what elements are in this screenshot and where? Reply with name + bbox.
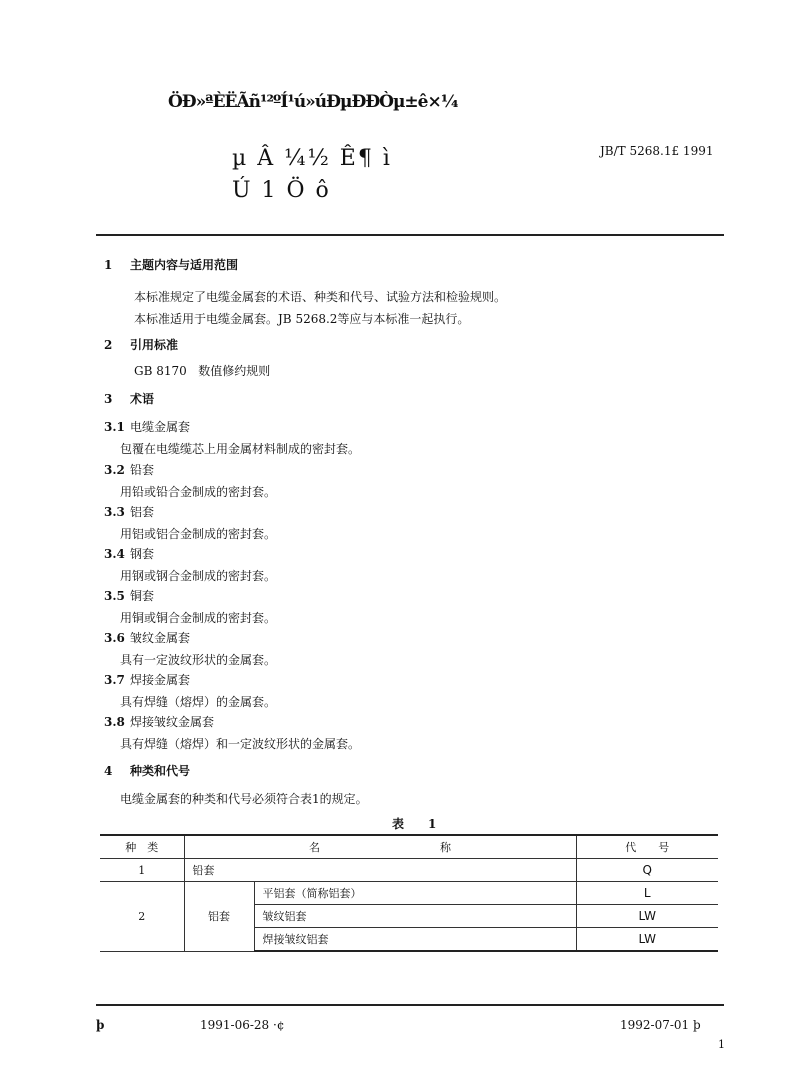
header-code: 代 号	[576, 835, 718, 859]
page-number: 1	[718, 1038, 725, 1051]
document-title-line-1: µ Â ¼½ Ê¶ ì	[232, 146, 392, 171]
term-3-8-def: 具有焊缝（熔焊）和一定波纹形状的金属套。	[120, 737, 361, 751]
section-3-heading: 3 术语	[104, 392, 155, 406]
cell-kind: 1	[100, 859, 184, 882]
cell-code: L	[576, 882, 718, 905]
section-1-heading: 1 主题内容与适用范围	[104, 258, 239, 272]
cell-group: 铝套	[184, 882, 254, 952]
term-3-4: 3.4 钢套	[104, 547, 155, 561]
term-3-6: 3.6 皱纹金属套	[104, 631, 191, 645]
term-3-2-def: 用铅或铅合金制成的密封套。	[120, 485, 277, 499]
table-1	[100, 834, 718, 952]
document-title-line-2: Ú 1 Ö ô	[232, 178, 331, 203]
term-3-3: 3.3 铝套	[104, 505, 155, 519]
term-3-2: 3.2 铅套	[104, 463, 155, 477]
footer-divider	[96, 1004, 724, 1006]
header-name: 名 称	[184, 835, 576, 859]
cell-code: LW	[576, 905, 718, 928]
term-3-6-def: 具有一定波纹形状的金属套。	[120, 653, 277, 667]
term-3-7: 3.7 焊接金属套	[104, 673, 191, 687]
term-3-3-def: 用铝或铝合金制成的密封套。	[120, 527, 277, 541]
term-3-4-def: 用钢或钢合金制成的密封套。	[120, 569, 277, 583]
header-kind: 种 类	[100, 835, 184, 859]
scope-line-2: 本标准适用于电缆金属套。JB 5268.2等应与本标准一起执行。	[134, 312, 470, 326]
term-3-5: 3.5 铜套	[104, 589, 155, 603]
reference-line	[134, 362, 270, 379]
cell-subname: 皱纹铝套	[254, 905, 576, 928]
term-3-7-def: 具有焊缝（熔焊）的金属套。	[120, 695, 277, 709]
table-row	[100, 882, 718, 905]
cell-code: LW	[576, 928, 718, 952]
effective-date: 1992-07-01 þ	[620, 1018, 701, 1032]
header-divider	[96, 234, 724, 236]
table-1-caption: 表 1	[392, 817, 437, 831]
table-header-row	[100, 835, 718, 859]
term-3-1-def: 包覆在电缆缆芯上用金属材料制成的密封套。	[120, 442, 361, 456]
cell-name: 铅套	[184, 859, 576, 882]
reference-code: GB 8170	[134, 364, 187, 378]
cell-kind: 2	[100, 882, 184, 952]
term-3-1: 3.1 电缆金属套	[104, 420, 191, 434]
term-3-8: 3.8 焊接皱纹金属套	[104, 715, 215, 729]
cell-subname: 平铝套（简称铝套）	[254, 882, 576, 905]
section-2-heading: 2 引用标准	[104, 338, 179, 352]
cell-code: Q	[576, 859, 718, 882]
cell-subname: 焊接皱纹铝套	[254, 928, 576, 952]
section-4-heading: 4 种类和代号	[104, 764, 191, 778]
types-statement: 电缆金属套的种类和代号必须符合表1的规定。	[120, 792, 368, 806]
term-3-5-def: 用铜或铜合金制成的密封套。	[120, 611, 277, 625]
table-row	[100, 859, 718, 882]
standard-number: JB/T 5268.1£ 1991	[600, 144, 714, 158]
scope-line-1: 本标准规定了电缆金属套的术语、种类和代号、试验方法和检验规则。	[134, 290, 507, 304]
footer-left-mark: þ	[96, 1018, 105, 1032]
issue-date: 1991-06-28 ·¢	[200, 1018, 285, 1032]
reference-name: 数值修约规则	[198, 364, 271, 378]
document-header-title: ÖÐ»ªÈËÃñ¹²ºÍ¹ú»úÐµÐÐÒµ±ê×¼	[168, 92, 458, 112]
